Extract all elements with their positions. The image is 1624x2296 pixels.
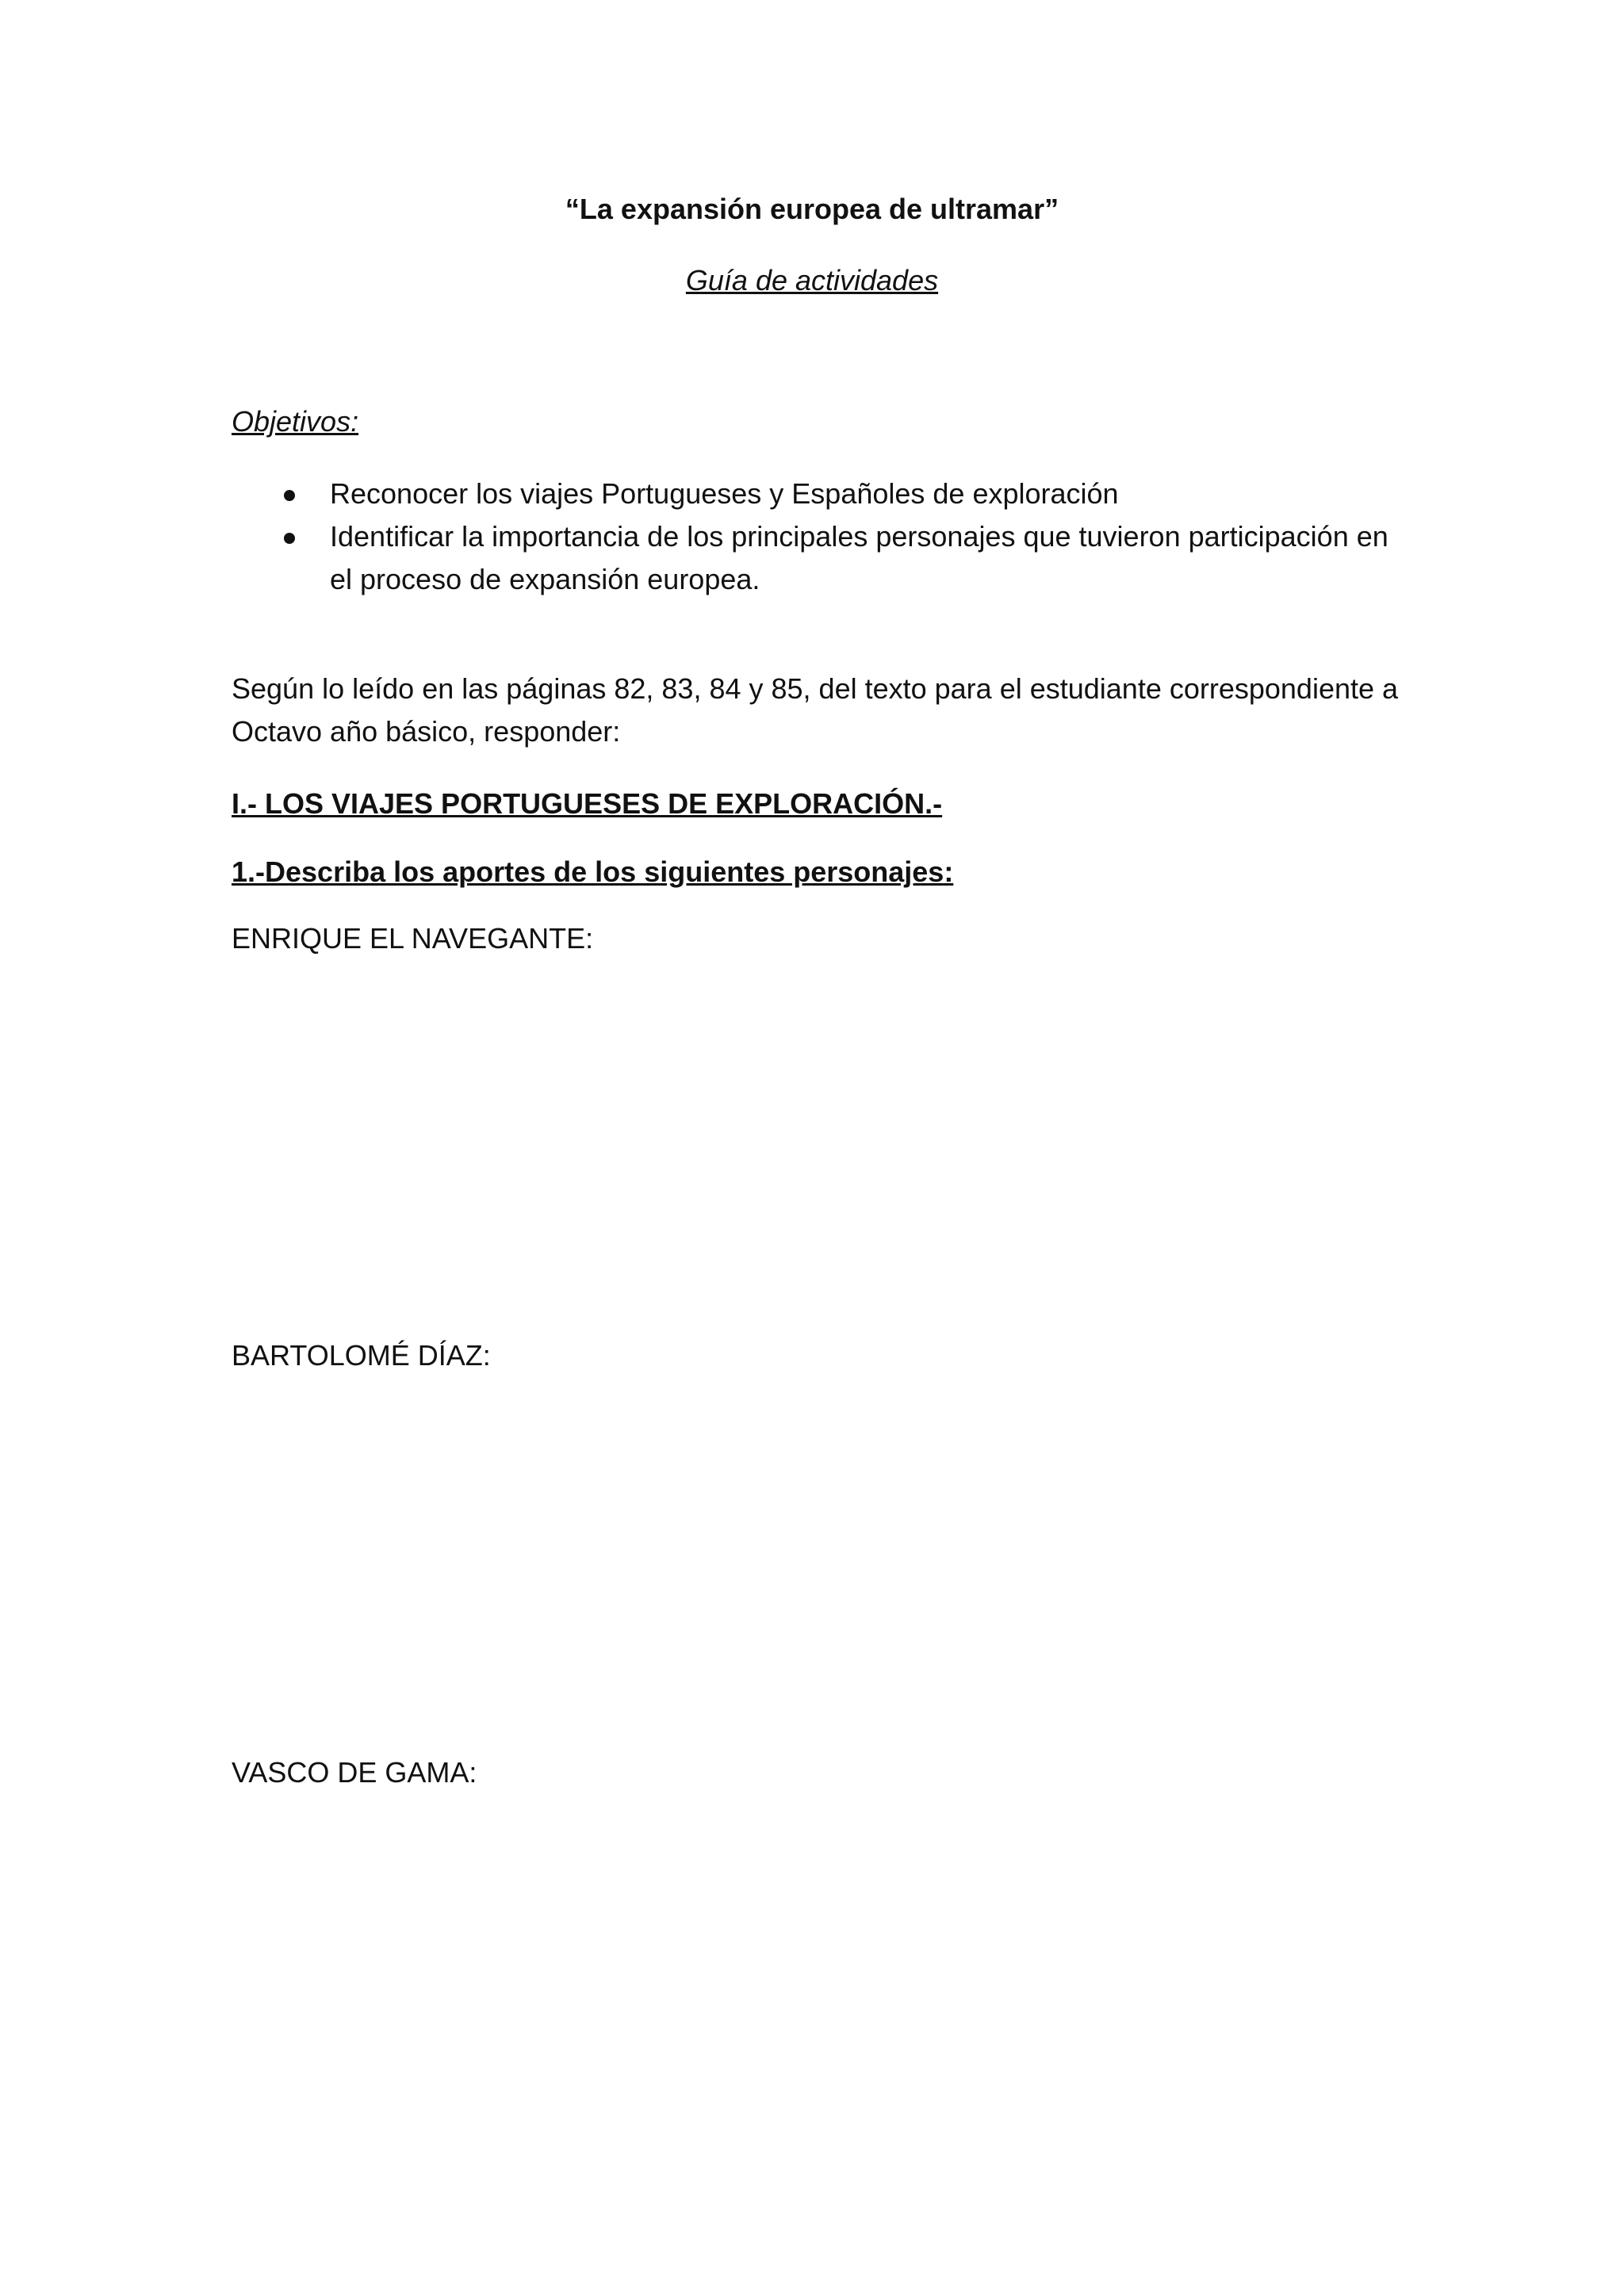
objective-text: Identificar la importancia de los principales personajes que tuvieron participación en el proceso de expansión europea. [330, 520, 1388, 595]
question-heading: 1.-Describa los aportes de los siguientes personajes: [232, 855, 954, 888]
bullet-dot-icon [284, 533, 295, 544]
objectives-list [232, 473, 1405, 601]
person-label-enrique: ENRIQUE EL NAVEGANTE: [232, 922, 594, 955]
objectives-label: Objetivos: [232, 405, 359, 438]
objective-item [232, 515, 1405, 601]
bullet-dot-icon [284, 490, 295, 501]
person-label-vasco: VASCO DE GAMA: [232, 1756, 477, 1789]
section-heading: I.- LOS VIAJES PORTUGUESES DE EXPLORACIÓN.- [232, 787, 943, 820]
person-label-bartolome: BARTOLOMÉ DÍAZ: [232, 1339, 491, 1372]
document-title: “La expansión europea de ultramar” [565, 193, 1059, 225]
objective-text: Reconocer los viajes Portugueses y Españoles de exploración [330, 477, 1119, 510]
intro-paragraph: Según lo leído en las páginas 82, 83, 84 y 85, del texto para el estudiante correspondiente a Octavo año básico, responder: [232, 672, 1399, 748]
document-subtitle: Guía de actividades [685, 264, 939, 297]
objective-item [232, 473, 1405, 515]
